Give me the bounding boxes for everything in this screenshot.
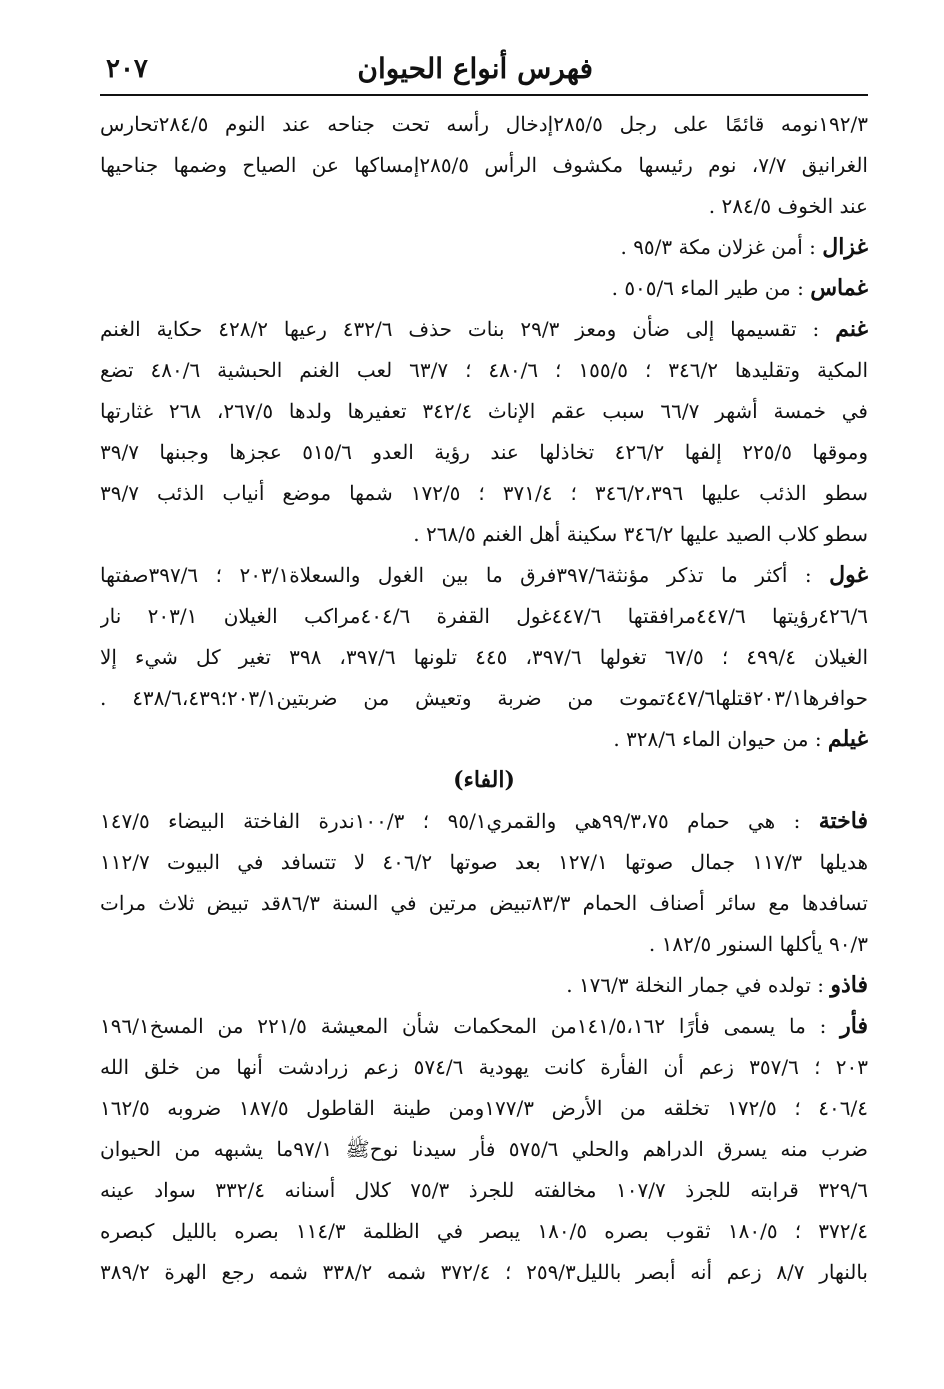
text-line [100,391,868,432]
entry-term: فاذو [830,972,868,998]
text-line [100,227,868,268]
entry-text: وموقها ٢٢٥/٥ إلفها ٤٢٦/٢ تخاذلها عند رؤية العدو ٥١٥/٦ عجزها وجبنها ٣٩/٧ [100,440,868,464]
entry-term: غنم [835,316,868,342]
entry-text: بالنهار ٨/٧ زعم أنه أبصر بالليل٢٥٩/٣ ؛ ٣٧٢/٤ شمه ٣٣٨/٢ شمه رجع الهرة ٣٨٩/٢ [100,1260,868,1284]
entry-text: : تقسيمها إلى ضأن ومعز ٢٩/٣ بنات حذف ٤٣٢/٦ رعيها ٤٢٨/٢ حكاية الغنم [100,317,836,341]
entry-text: هديلها ١١٧/٣ جمال صوتها ١٢٧/١ بعد صوتها ٤٠٦/٢ لا تتسافد في البيوت ١١٢/٧ [100,850,868,874]
text-line [100,637,868,678]
entry-text: ضرب منه يسرق الدراهم والحلي ٥٧٥/٦ فأر سيدنا نوحﷺ ٩٧/١ما يشبهه من الحيوان [100,1137,868,1161]
text-line [100,1129,868,1170]
text-line [100,1006,868,1047]
entry-term: غماس [810,275,868,301]
text-line [100,965,868,1006]
entry-text: حوافرها٢٠٣/١قتلها٤٤٧/٦تموت من ضربة وتعيش من ضربتين٢٠٣/١؛٤٣٨/٦،٤٣٩ . [100,686,868,710]
text-line [100,473,868,514]
entry-text: : من طير الماء ٥٠٥/٦ . [611,276,811,300]
entry-text: : هي حمام ٩٩/٣،٧٥هي والقمري٩٥/١ ؛ ١٠٠/٣ندرة الفاختة البيضاء ١٤٧/٥ [100,809,819,833]
entry-text: : ما يسمى فأرًا ١٤١/٥،١٦٢من المحكمات شأن المعيشة ٢٢١/٥ من المسخ١٩٦/١ [100,1014,841,1038]
text-line [100,678,868,719]
entry-text: في خمسة أشهر ٦٦/٧ سبب عقم الإناث ٣٤٢/٤ تعفيرها ولدها ٢٦٧/٥، ٢٦٨ غثارتها [100,399,868,423]
entry-text: سطو الذئب عليها ٣٤٦/٢،٣٩٦ ؛ ٣٧١/٤ ؛ ١٧٢/٥ شمها موضع أنياب الذئب ٣٩/٧ [100,481,868,505]
entry-text: ١٩٢/٣نومه قائمًا على رجل ٢٨٥/٥إدخال رأسه تحت جناحه عند النوم ٢٨٤/٥تحارس [100,112,868,136]
text-line [100,842,868,883]
text-line [100,719,868,760]
entry-term: فأر [840,1013,868,1039]
text-line [100,596,868,637]
entry-text: المكية وتقليدها ٣٤٦/٢ ؛ ١٥٥/٥ ؛ ٤٨٠/٦ ؛ ٦٣/٧ لعب الغنم الحبشية ٤٨٠/٦ تضع [100,358,868,382]
text-line [100,186,868,227]
entry-text: ٢٠٣ ؛ ٣٥٧/٦ زعم أن الفأرة كانت يهودية ٥٧٤/٦ زعم زرادشت أنها من خلق الله [100,1055,868,1079]
text-line [100,1170,868,1211]
text-line [100,1211,868,1252]
entry-text: تسافدها مع سائر أصناف الحمام ٨٣/٣تبيض مرتين في السنة ٨٦/٣قد تبيض ثلاث مرات [100,891,868,915]
entry-text: ٣٧٢/٤ ؛ ١٨٠/٥ ثقوب بصره ١٨٠/٥ يبصر في الظلمة ١١٤/٣ بصره بالليل كبصره [100,1219,868,1243]
text-line [100,104,868,145]
text-line [100,924,868,965]
text-line [100,268,868,309]
text-line [100,1088,868,1129]
text-line [100,432,868,473]
entry-text: الغيلان ٤٩٩/٤ ؛ ٦٧/٥ تغولها ٣٩٧/٦، ٤٤٥ تلونها ٣٩٧/٦، ٣٩٨ تغير كل شيء إلا [100,645,868,669]
text-line [100,1047,868,1088]
text-line [100,514,868,555]
page-title: فهرس أنواع الحيوان [357,52,593,85]
section-heading: (الفاء) [453,767,515,793]
text-line [100,801,868,842]
entry-term: غزال [822,234,868,260]
text-line [100,309,868,350]
entry-text: الغرانيق ٧/٧، نوم رئيسها مكشوف الرأس ٢٨٥/٥إمساكها عن الصياح وضمها جناحيها [100,153,868,177]
entry-term: فاختة [818,808,868,834]
text-line [100,350,868,391]
entry-text: ٣٢٩/٦ قرابته للجرذ ١٠٧/٧ مخالفته للجرذ ٧٥/٣ كلال أسنانه ٣٣٢/٤ سواد عينه [100,1178,868,1202]
entry-text: : أكثر ما تذكر مؤنثة٣٩٧/٦فرق ما بين الغول والسعلاة٢٠٣/١ ؛ ٣٩٧/٦صفتها [100,563,830,587]
document-page [100,48,868,1358]
entry-text: ٤٢٦/٦رؤيتها ٤٤٧/٦مرافقتها ٤٤٧/٦غول القفرة ٤٠٤/٦مراكب الغيلان ٢٠٣/١ نار [100,604,868,628]
text-line [100,1252,868,1293]
entry-text: : من حيوان الماء ٣٢٨/٦ . [613,727,828,751]
text-line [100,145,868,186]
text-line [100,883,868,924]
entry-text: ٩٠/٣ يأكلها السنور ١٨٢/٥ . [648,932,868,956]
text-line [100,555,868,596]
page-number: ٢٠٧ [106,54,148,84]
page-header [100,48,868,96]
entry-text: : تولده في جمار النخلة ١٧٦/٣ . [566,973,831,997]
entry-text: ٤٠٦/٤ ؛ ١٧٢/٥ تخلقه من الأرض ١٧٧/٣ومن طينة القاطول ١٨٧/٥ ضروبه ١٦٢/٥ [100,1096,868,1120]
entry-text: سطو كلاب الصيد عليها ٣٤٦/٢ سكينة أهل الغنم ٢٦٨/٥ . [413,522,868,546]
entry-text: : أمن غزلان مكة ٩٥/٣ . [620,235,823,259]
entry-term: غيلم [827,726,868,752]
index-body [100,104,868,1293]
entry-term: غول [829,562,868,588]
entry-text: عند الخوف ٢٨٤/٥ . [708,194,868,218]
